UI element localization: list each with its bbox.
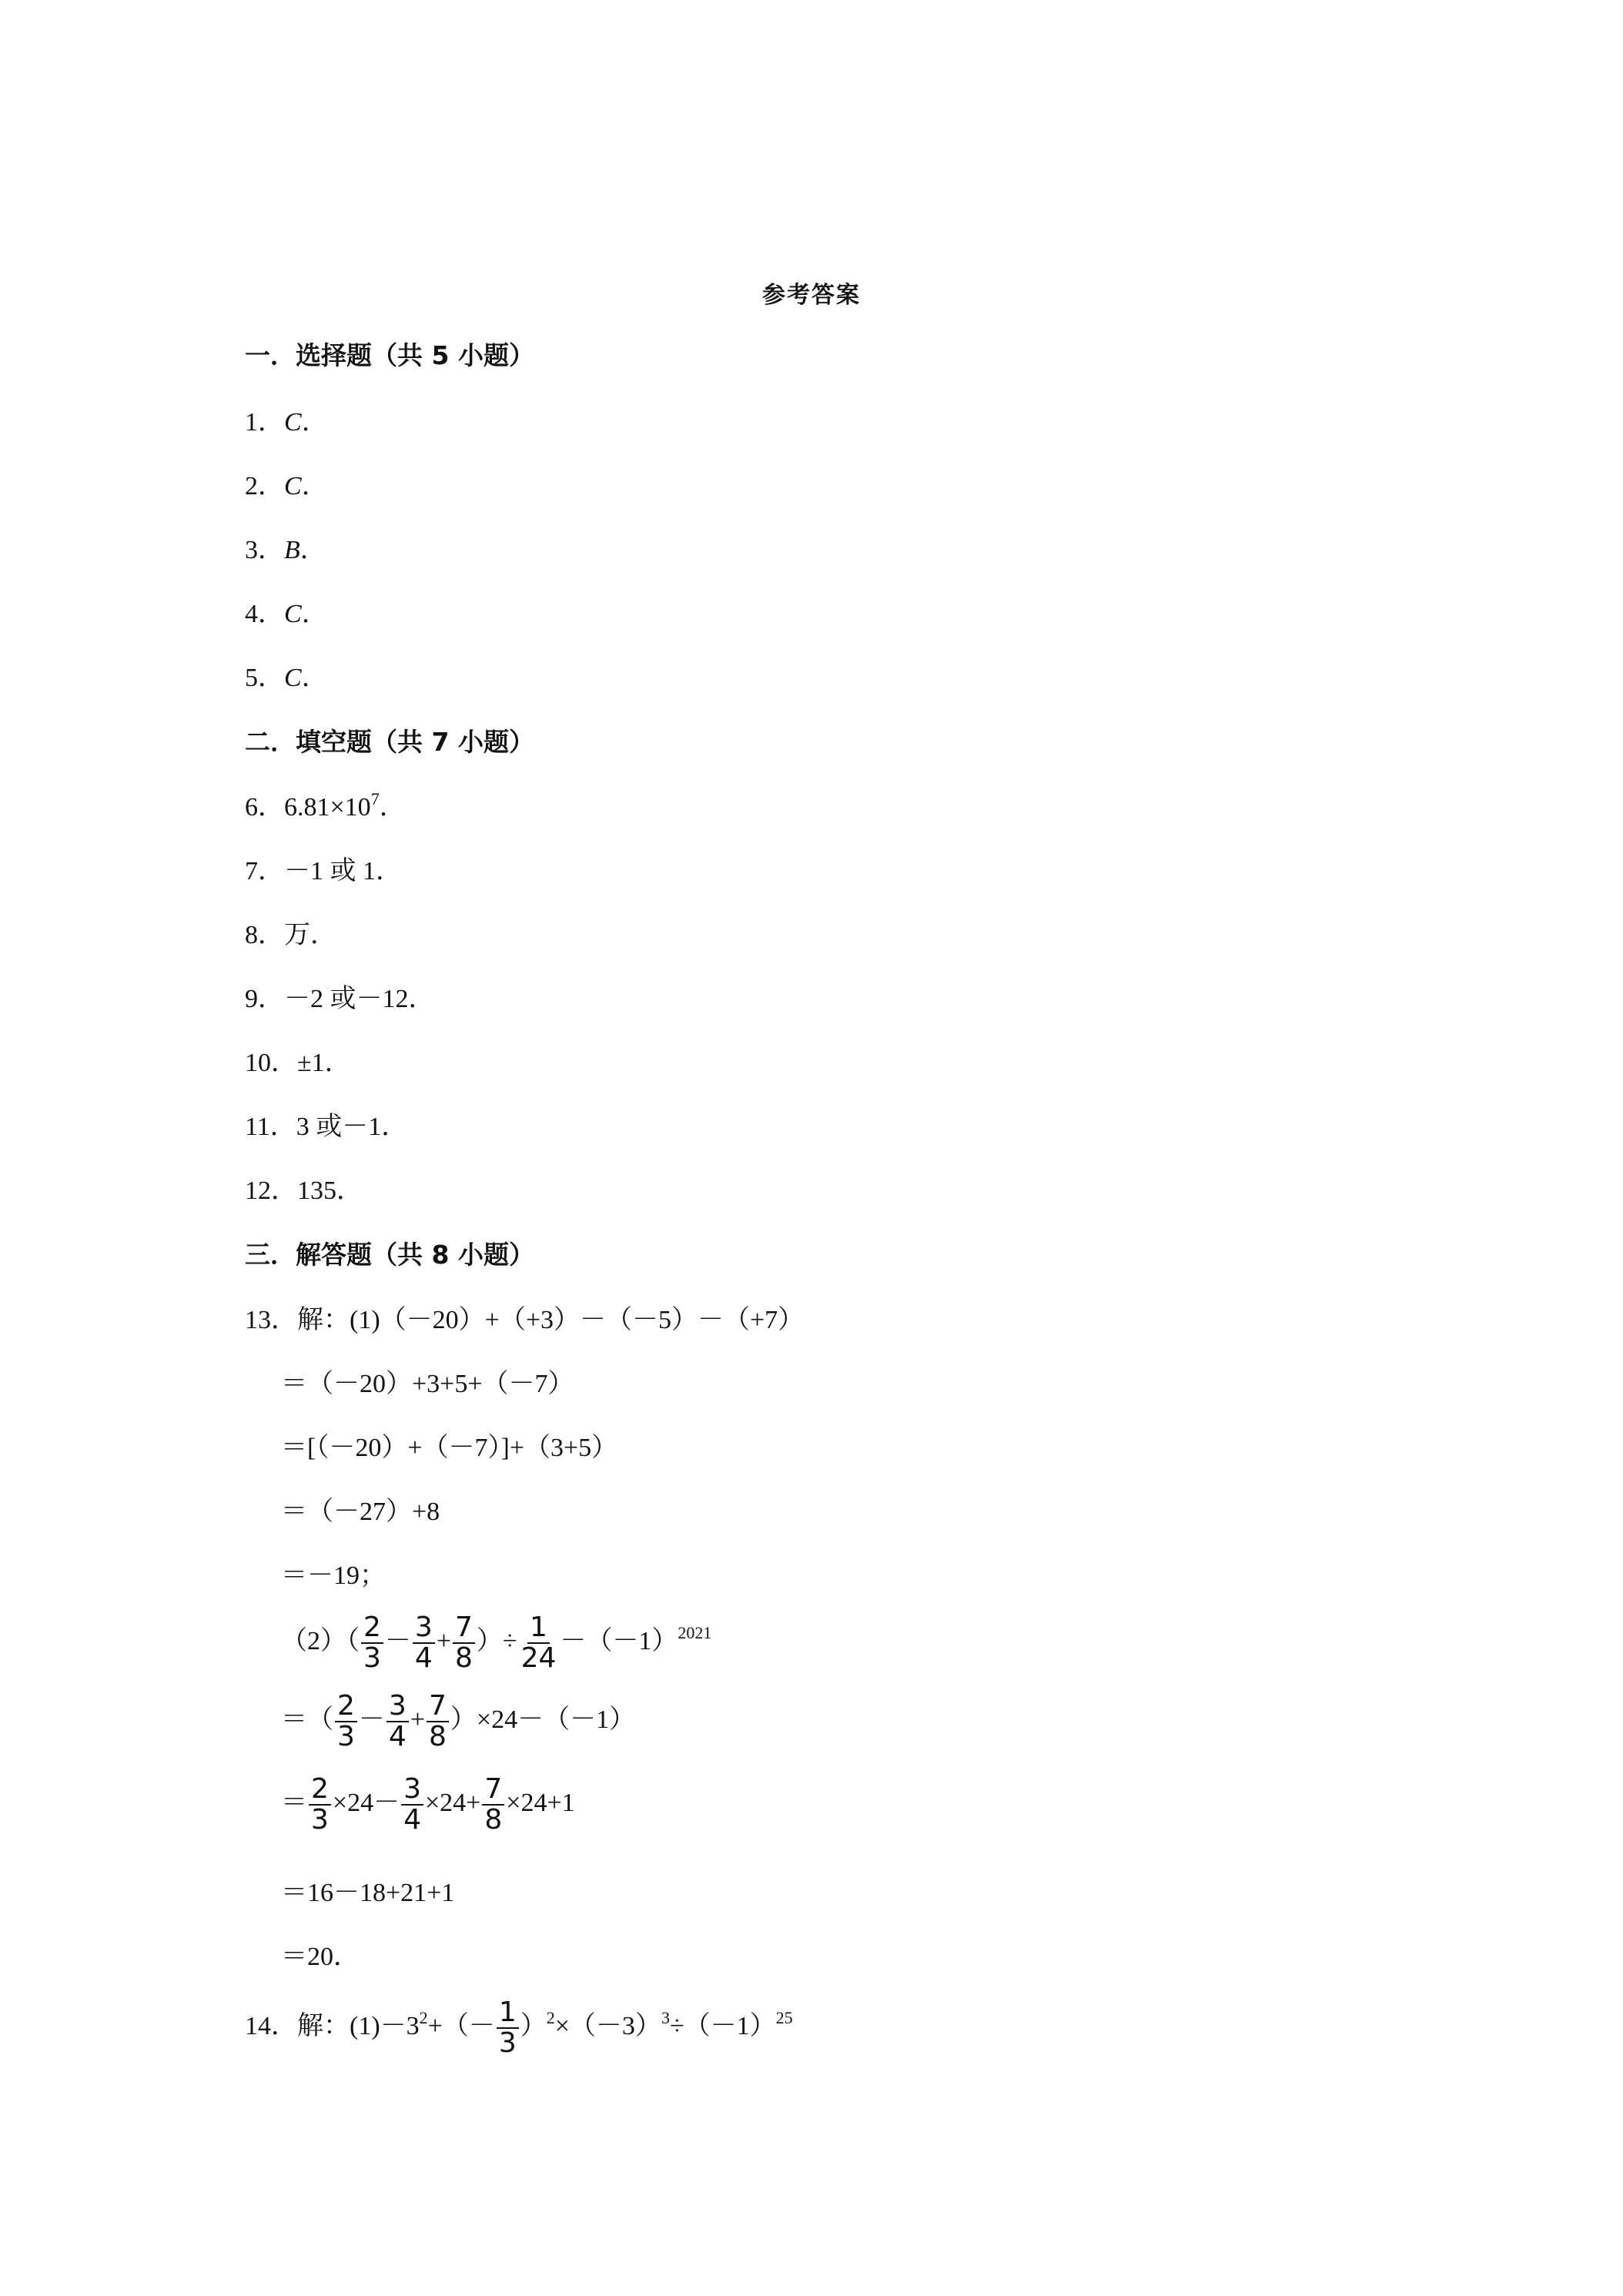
answer-item: 6．$6.81\times 10^7$． [245, 789, 406, 822]
solution-line-fractions: 14．解：$(1)-3^2+(-$ $\frac{1}{3}$ ）$^2\times(-3)^3\div(-1)^{25}$ [245, 1996, 793, 2060]
solution-line: ＝[（－20）+（－7）]+（3+5） [281, 1434, 618, 1462]
solution-line: ＝－19； [281, 1561, 386, 1590]
solution-line-fractions: ＝ $\frac{2}{3}$ ×24－ $\frac{3}{4}$ ×24+ $\frac{7}{8}$ ×24+1 [281, 1773, 575, 1836]
solution-line: ＝（－20）+3+5+（－7） [281, 1370, 574, 1398]
answer-item: 10．±1． [245, 1049, 351, 1077]
answer-item: 4．C． [245, 600, 328, 628]
solution-line: 13．解：(1)（－20）+（+3）－（－5）－（+7） [245, 1306, 805, 1334]
answer-item: 11．3 或－1． [245, 1113, 408, 1141]
solution-line-fractions: ＝（ $\frac{2}{3}$ － $\frac{3}{4}$ + $\frac{7}{8}$ ）×24－（－1） [281, 1690, 636, 1753]
fraction: $\frac{2}{3}$ [309, 1775, 331, 1835]
answer-item: 5．C． [245, 664, 328, 692]
answer-item: 7．－1 或 1． [245, 857, 402, 885]
answer-item: 3．B． [245, 536, 326, 564]
fraction: $\frac{1}{3}$ [497, 1998, 519, 2058]
solution-line: ＝（－27）+8 [281, 1498, 440, 1526]
answer-item: 12．135． [245, 1176, 363, 1205]
section-heading-choice: 一．选择题（共 5 小题） [245, 340, 534, 370]
section-heading-solve: 三．解答题（共 8 小题） [245, 1240, 534, 1270]
answer-item: 2．C． [245, 472, 328, 500]
page-title: 参考答案 [762, 283, 861, 308]
fraction: $\frac{3}{4}$ [387, 1692, 409, 1752]
solution-line: ＝20． [281, 1943, 360, 1971]
solution-line-fractions: （2）（ $\frac{2}{3}$ － $\frac{3}{4}$ + $\frac{7}{8}$ ）÷ $\frac{1}{24}$ $-(-1)^{2021}$ [281, 1612, 712, 1675]
fraction: $\frac{7}{8}$ [482, 1775, 504, 1835]
fraction: $\frac{3}{4}$ [401, 1775, 423, 1835]
answer-item: 1．C． [245, 408, 328, 437]
fraction: $\frac{7}{8}$ [453, 1613, 475, 1673]
solution-line: ＝16－18+21+1 [281, 1879, 455, 1907]
section-heading-fill: 二．填空题（共 7 小题） [245, 727, 534, 757]
fraction: $\frac{2}{3}$ [361, 1613, 383, 1673]
fraction: $\frac{3}{4}$ [413, 1613, 435, 1673]
fraction: $\frac{2}{3}$ [335, 1692, 357, 1752]
answer-item: 9．－2 或－12． [245, 985, 435, 1013]
fraction: $\frac{1}{24}$ [520, 1612, 557, 1675]
answer-item: 8．万． [245, 921, 336, 949]
fraction: $\frac{7}{8}$ [427, 1692, 449, 1752]
